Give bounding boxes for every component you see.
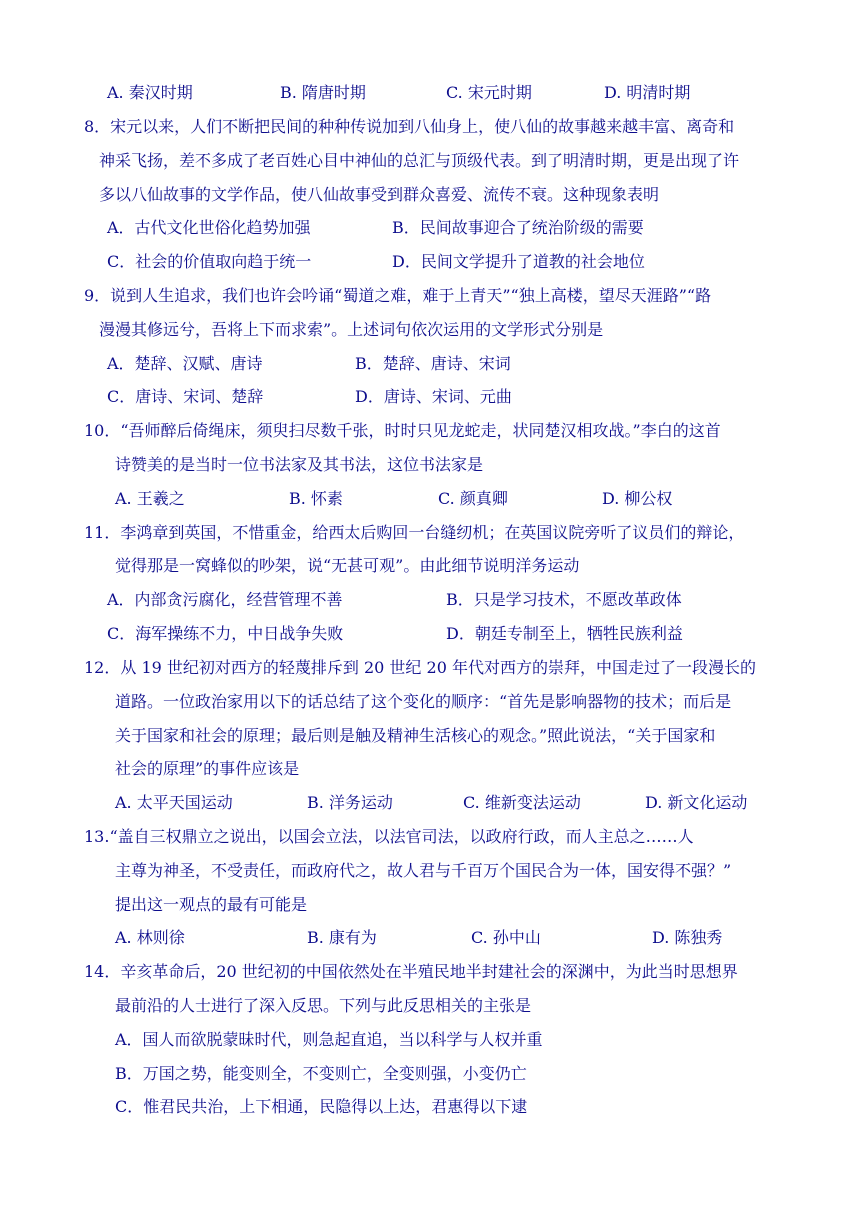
option-a: A．内部贪污腐化，经营管理不善 (107, 590, 343, 609)
question-14-stem-line-1: 14．辛亥革命后，20 世纪初的中国依然处在半殖民地半封建社会的深渊中，为此当时思想界 (84, 962, 738, 981)
option-a: A．国人而欲脱蒙昧时代，则急起直追，当以科学与人权并重 (115, 1030, 543, 1049)
question-9-stem-line-1: 9．说到人生追求，我们也许会吟诵“蜀道之难，难于上青天”“独上高楼，望尽天涯路”“路 (84, 286, 712, 305)
question-12-stem-line-1: 12．从 19 世纪初对西方的轻蔑排斥到 20 世纪 20 年代对西方的崇拜，中国走过了一段漫长的 (84, 658, 756, 677)
question-11-stem-line-2: 觉得那是一窝蜂似的吵架，说“无甚可观”。由此细节说明洋务运动 (115, 556, 580, 575)
option-c: C. 颜真卿 (438, 489, 508, 508)
option-b: B. 隋唐时期 (280, 83, 366, 102)
question-9-stem-line-2: 漫漫其修远兮，吾将上下而求索”。上述词句依次运用的文学形式分别是 (99, 320, 604, 339)
option-d: D. 新文化运动 (645, 793, 748, 812)
option-c: C. 孙中山 (471, 928, 541, 947)
question-8-stem-line-1: 8．宋元以来，人们不断把民间的种种传说加到八仙身上，使八仙的故事越来越丰富、离奇和 (84, 117, 735, 136)
option-d: D. 明清时期 (604, 83, 691, 102)
option-b: B．只是学习技术，不愿改革政体 (446, 590, 682, 609)
option-c: C．社会的价值取向趋于统一 (107, 252, 312, 271)
option-a: A. 王羲之 (115, 489, 185, 508)
option-c: C．唐诗、宋词、楚辞 (107, 387, 264, 406)
question-10-stem-line-1: 10．“吾师醉后倚绳床，须臾扫尽数千张，时时只见龙蛇走，状同楚汉相攻战。”李白的这首 (84, 421, 721, 440)
option-a: A．楚辞、汉赋、唐诗 (107, 354, 263, 373)
question-13-stem-line-3: 提出这一观点的最有可能是 (115, 895, 308, 914)
option-d: D．唐诗、宋词、元曲 (355, 387, 512, 406)
option-b: B．万国之势，能变则全，不变则亡，全变则强，小变仍亡 (115, 1064, 527, 1083)
option-a: A. 林则徐 (115, 928, 185, 947)
question-10-stem-line-2: 诗赞美的是当时一位书法家及其书法，这位书法家是 (115, 455, 484, 474)
option-d: D. 柳公权 (602, 489, 673, 508)
option-c: C．惟君民共治，上下相通，民隐得以上达，君惠得以下逮 (115, 1097, 528, 1116)
question-8-stem-line-2: 神采飞扬，差不多成了老百姓心目中神仙的总汇与顶级代表。到了明清时期，更是出现了许 (99, 151, 740, 170)
option-a: A. 太平天国运动 (115, 793, 233, 812)
question-11-stem-line-1: 11．李鸿章到英国，不惜重金，给西太后购回一台缝纫机；在英国议院旁听了议员们的辩论， (84, 523, 745, 542)
option-d: D. 陈独秀 (652, 928, 723, 947)
option-c: C．海军操练不力，中日战争失败 (107, 624, 344, 643)
question-12-stem-line-3: 关于国家和社会的原理；最后则是触及精神生活核心的观念。”照此说法，“关于国家和 (115, 726, 716, 745)
question-8-stem-line-3: 多以八仙故事的文学作品，使八仙故事受到群众喜爱、流传不衰。这种现象表明 (99, 185, 660, 204)
option-d: D．民间文学提升了道教的社会地位 (392, 252, 645, 271)
question-13-stem-line-2: 主尊为神圣，不受责任，而政府代之，故人君与千百万个国民合为一体，国安得不强？” (115, 861, 732, 880)
option-b: B．民间故事迎合了统治阶级的需要 (392, 218, 644, 237)
option-b: B．楚辞、唐诗、宋词 (355, 354, 511, 373)
question-12-stem-line-2: 道路。一位政治家用以下的话总结了这个变化的顺序：“首先是影响器物的技术；而后是 (115, 692, 732, 711)
option-b: B. 洋务运动 (307, 793, 393, 812)
option-a: A．古代文化世俗化趋势加强 (107, 218, 311, 237)
question-13-stem-line-1: 13.“盖自三权鼎立之说出，以国会立法，以法官司法，以政府行政，而人主总之……人 (84, 827, 694, 846)
option-a: A. 秦汉时期 (107, 83, 193, 102)
question-12-stem-line-4: 社会的原理”的事件应该是 (115, 759, 300, 778)
option-c: C. 宋元时期 (446, 83, 532, 102)
option-c: C. 维新变法运动 (463, 793, 581, 812)
option-b: B. 康有为 (307, 928, 377, 947)
option-d: D．朝廷专制至上，牺牲民族利益 (446, 624, 683, 643)
question-14-stem-line-2: 最前沿的人士进行了深入反思。下列与此反思相关的主张是 (115, 996, 532, 1015)
option-b: B. 怀素 (289, 489, 343, 508)
